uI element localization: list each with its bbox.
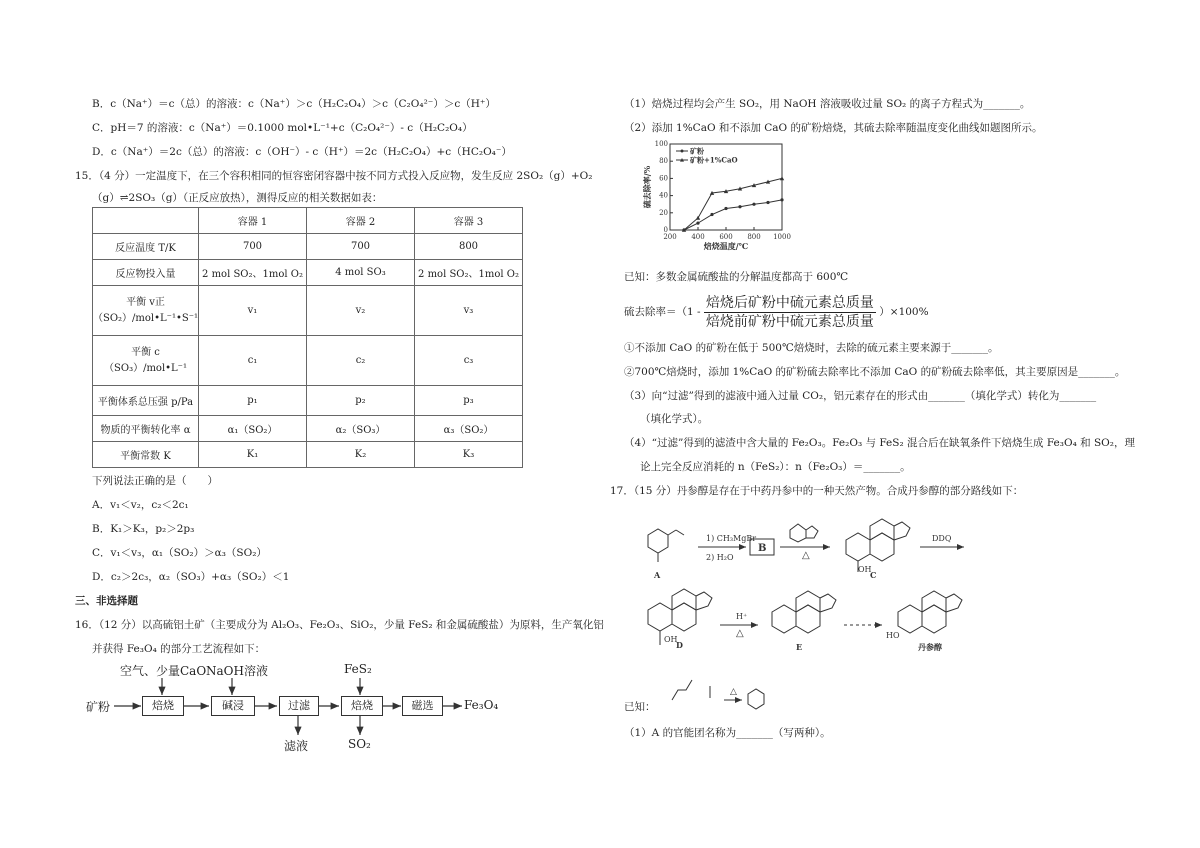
table-cell: 2 mol SO₂、1mol O₂ bbox=[199, 260, 307, 286]
y-axis-label: 硫去除率/% bbox=[642, 165, 652, 209]
table-cell: α₂（SO₃） bbox=[307, 416, 415, 442]
label-e: E bbox=[796, 642, 803, 652]
table-cell: 700 bbox=[199, 234, 307, 260]
q15-option-d: D．c₂＞2c₃，α₂（SO₃）+α₃（SO₂）＜1 bbox=[92, 571, 290, 583]
reagent-2: 2) H₂O bbox=[706, 553, 734, 562]
label-a: A bbox=[654, 570, 661, 580]
table-cell: c₁ bbox=[199, 336, 307, 386]
table-cell: v₂ bbox=[307, 286, 415, 336]
reagent-h-plus: H⁺ bbox=[736, 612, 748, 621]
table-cell: 平衡体系总压强 p/Pa bbox=[93, 386, 199, 416]
q16-part1: （1）焙烧过程均会产生 SO₂，用 NaOH 溶液吸收过量 SO₂ 的离子方程式为_______。 bbox=[624, 98, 1031, 110]
table-cell: 平衡 v正（SO₂）/mol•L⁻¹•S⁻¹ bbox=[93, 286, 199, 336]
flow-step-magnetic-sep: 磁选 bbox=[402, 696, 443, 716]
q16-stem-line2: 并获得 Fe₃O₄ 的部分工艺流程如下： bbox=[92, 643, 266, 655]
known-diene bbox=[672, 680, 692, 700]
formula-suffix: ）×100% bbox=[879, 306, 929, 318]
y-tick-label: 40 bbox=[659, 191, 668, 200]
x-tick-label: 400 bbox=[691, 233, 705, 241]
q16-part4-line1: （4）“过滤”得到的滤渣中含大量的 Fe₂O₃。Fe₂O₃ 与 FeS₂ 混合后在缺氧条件下焙烧生成 Fe₃O₄ 和 SO₂，理 bbox=[624, 437, 1135, 449]
table-cell: v₁ bbox=[199, 286, 307, 336]
table-cell: K₁ bbox=[199, 442, 307, 468]
x-tick-label: 1000 bbox=[773, 233, 791, 241]
structure-a-ring bbox=[648, 529, 668, 553]
structure-product-ring1 bbox=[898, 605, 922, 633]
flow-output-so2: SO₂ bbox=[348, 737, 371, 751]
table-cell: v₃ bbox=[415, 286, 523, 336]
formula-prefix: 硫去除率＝（1 - bbox=[624, 306, 701, 318]
y-tick-label: 20 bbox=[659, 208, 668, 217]
flow-step-filter: 过滤 bbox=[279, 696, 319, 716]
table-header-cell: 容器 3 bbox=[415, 208, 523, 234]
oh-group-c: OH bbox=[858, 565, 872, 574]
x-tick-label: 600 bbox=[719, 233, 733, 241]
table-cell: 700 bbox=[307, 234, 415, 260]
right-column bbox=[600, 0, 1200, 848]
table-cell: 反应温度 T/K bbox=[93, 234, 199, 260]
table-cell: K₂ bbox=[307, 442, 415, 468]
q15-option-c: C．v₁＜v₃，α₁（SO₂）＞α₃（SO₂） bbox=[92, 547, 267, 559]
table-cell: 物质的平衡转化率 α bbox=[93, 416, 199, 442]
q15-option-a: A．v₁＜v₂，c₂＜2c₁ bbox=[92, 499, 189, 511]
structure-c-ring1 bbox=[846, 533, 870, 561]
legend-label: 矿粉 bbox=[690, 146, 704, 156]
q14-option-c: C．pH＝7 的溶液：c（Na⁺）＝0.1000 mol•L⁻¹+c（C₂O₄²⁻）- c（H₂C₂O₄） bbox=[92, 122, 473, 134]
table-cell: 2 mol SO₂、1mol O₂ bbox=[415, 260, 523, 286]
q16-stem-line1: 16．（12 分）以高硫铝土矿（主要成分为 Al₂O₃、Fe₂O₃、SiO₂，少量 FeS₂ 和金属硫酸盐）为原料，生产氧化铝 bbox=[75, 619, 604, 631]
y-tick-label: 60 bbox=[659, 174, 668, 183]
oh-group-d: OH bbox=[664, 635, 678, 644]
y-tick-label: 0 bbox=[663, 226, 668, 234]
q16-part4-line2: 论上完全反应消耗的 n（FeS₂）：n（Fe₂O₃）＝_______。 bbox=[640, 461, 911, 473]
known-note: 已知：多数金属硫酸盐的分解温度都高于 600℃ bbox=[624, 271, 849, 283]
flow-output-filtrate: 滤液 bbox=[284, 739, 309, 753]
flow-end-label: Fe₃O₄ bbox=[464, 698, 499, 712]
flow-step-roast-2: 焙烧 bbox=[341, 696, 383, 716]
table-cell: p₁ bbox=[199, 386, 307, 416]
q17-part1: （1）A 的官能团名称为_______（写两种）。 bbox=[624, 727, 831, 739]
table-cell: c₂ bbox=[307, 336, 415, 386]
reagent-ddq: DDQ bbox=[932, 534, 952, 543]
flow-start-label: 矿粉 bbox=[86, 700, 111, 714]
known-label-2: 已知： bbox=[624, 701, 656, 713]
table-cell: 平衡常数 K bbox=[93, 442, 199, 468]
structure-d-ring1 bbox=[648, 603, 672, 631]
q14-option-b: B．c（Na⁺）＝c（总）的溶液：c（Na⁺）＞c（H₂C₂O₄）＞c（C₂O₄²⁻）＞c（H⁺） bbox=[92, 98, 496, 110]
table-cell: 800 bbox=[415, 234, 523, 260]
flow-input-fes2: FeS₂ bbox=[344, 662, 372, 676]
reagent-1: 1) CH₃MgBr bbox=[706, 534, 757, 543]
formula-numerator: 焙烧后矿粉中硫元素总质量 bbox=[705, 294, 874, 311]
q15-option-b: B．K₁＞K₃，p₂＞2p₃ bbox=[92, 523, 195, 535]
y-tick-label: 100 bbox=[654, 140, 668, 148]
x-tick-label: 200 bbox=[663, 233, 677, 241]
flow-input-naoh: NaOH溶液 bbox=[206, 664, 268, 678]
q16-part3-line2: （填化学式）。 bbox=[640, 413, 709, 425]
delta-symbol-3: △ bbox=[730, 687, 737, 697]
table-cell: K₃ bbox=[415, 442, 523, 468]
q16-sub2: ②700℃焙烧时，添加 1%CaO 的矿粉硫去除率比不添加 CaO 的矿粉硫去除率低，其主要原因是_______。 bbox=[624, 366, 1126, 378]
label-c: C bbox=[870, 570, 877, 580]
flow-step-roast: 焙烧 bbox=[142, 696, 184, 716]
q15-stem-line2: （g）⇌2SO₃（g）（正反应放热），测得反应的相关数据如表： bbox=[92, 192, 383, 204]
structure-e-ring1 bbox=[772, 605, 796, 633]
table-header-cell: 容器 1 bbox=[199, 208, 307, 234]
table-cell: 4 mol SO₃ bbox=[307, 260, 415, 286]
q16-part3-line1: （3）向“过滤”得到的滤液中通入过量 CO₂，铝元素存在的形式由_______（填化学式）转化为_______ bbox=[624, 390, 1097, 402]
q16-part2: （2）添加 1%CaO 和不添加 CaO 的矿粉焙烧，其硫去除率随温度变化曲线如题图所示。 bbox=[624, 122, 1043, 134]
x-tick-label: 800 bbox=[747, 233, 761, 241]
table-cell: α₁（SO₂） bbox=[199, 416, 307, 442]
y-tick-label: 80 bbox=[659, 157, 668, 166]
flow-input-air-cao: 空气、少量CaO bbox=[120, 664, 207, 678]
x-axis-label: 焙烧温度/℃ bbox=[703, 241, 749, 251]
table-cell: 平衡 c（SO₃）/mol•L⁻¹ bbox=[93, 336, 199, 386]
box-b-label: B bbox=[758, 543, 767, 554]
table-cell: α₃（SO₂） bbox=[415, 416, 523, 442]
section-heading: 三、非选择题 bbox=[75, 595, 138, 607]
legend-label: 矿粉+1%CaO bbox=[690, 155, 738, 165]
formula-denominator: 焙烧前矿粉中硫元素总质量 bbox=[705, 313, 874, 330]
table-cell: p₃ bbox=[415, 386, 523, 416]
delta-symbol-2: △ bbox=[736, 628, 744, 639]
table-cell: p₂ bbox=[307, 386, 415, 416]
delta-symbol: △ bbox=[802, 550, 810, 561]
q15-stem-line1: 15．（4 分）一定温度下，在三个容积相同的恒容密闭容器中按不同方式投入反应物，发生反应 2SO₂（g）+O₂ bbox=[75, 170, 593, 182]
q15-ask: 下列说法正确的是（ ） bbox=[92, 475, 218, 487]
table-header-cell: 容器 2 bbox=[307, 208, 415, 234]
label-product: 丹参醇 bbox=[918, 642, 942, 652]
ho-group-product: HO bbox=[886, 631, 900, 640]
flow-step-alkali-leach: 碱浸 bbox=[211, 696, 255, 716]
q16-sub1: ①不添加 CaO 的矿粉在低于 500℃焙烧时，去除的硫元素主要来源于_______。 bbox=[624, 342, 999, 354]
synthesis-scheme bbox=[600, 0, 1200, 848]
q14-option-d: D．c（Na⁺）＝2c（总）的溶液：c（OH⁻）- c（H⁺）＝2c（H₂C₂O₄）+c（HC₂O₄⁻） bbox=[92, 146, 512, 158]
q17-stem: 17．（15 分）丹参醇是存在于中药丹参中的一种天然产物。合成丹参醇的部分路线如下： bbox=[610, 485, 1024, 497]
table-cell: 反应物投入量 bbox=[93, 260, 199, 286]
table-cell: c₃ bbox=[415, 336, 523, 386]
label-d: D bbox=[676, 640, 683, 650]
